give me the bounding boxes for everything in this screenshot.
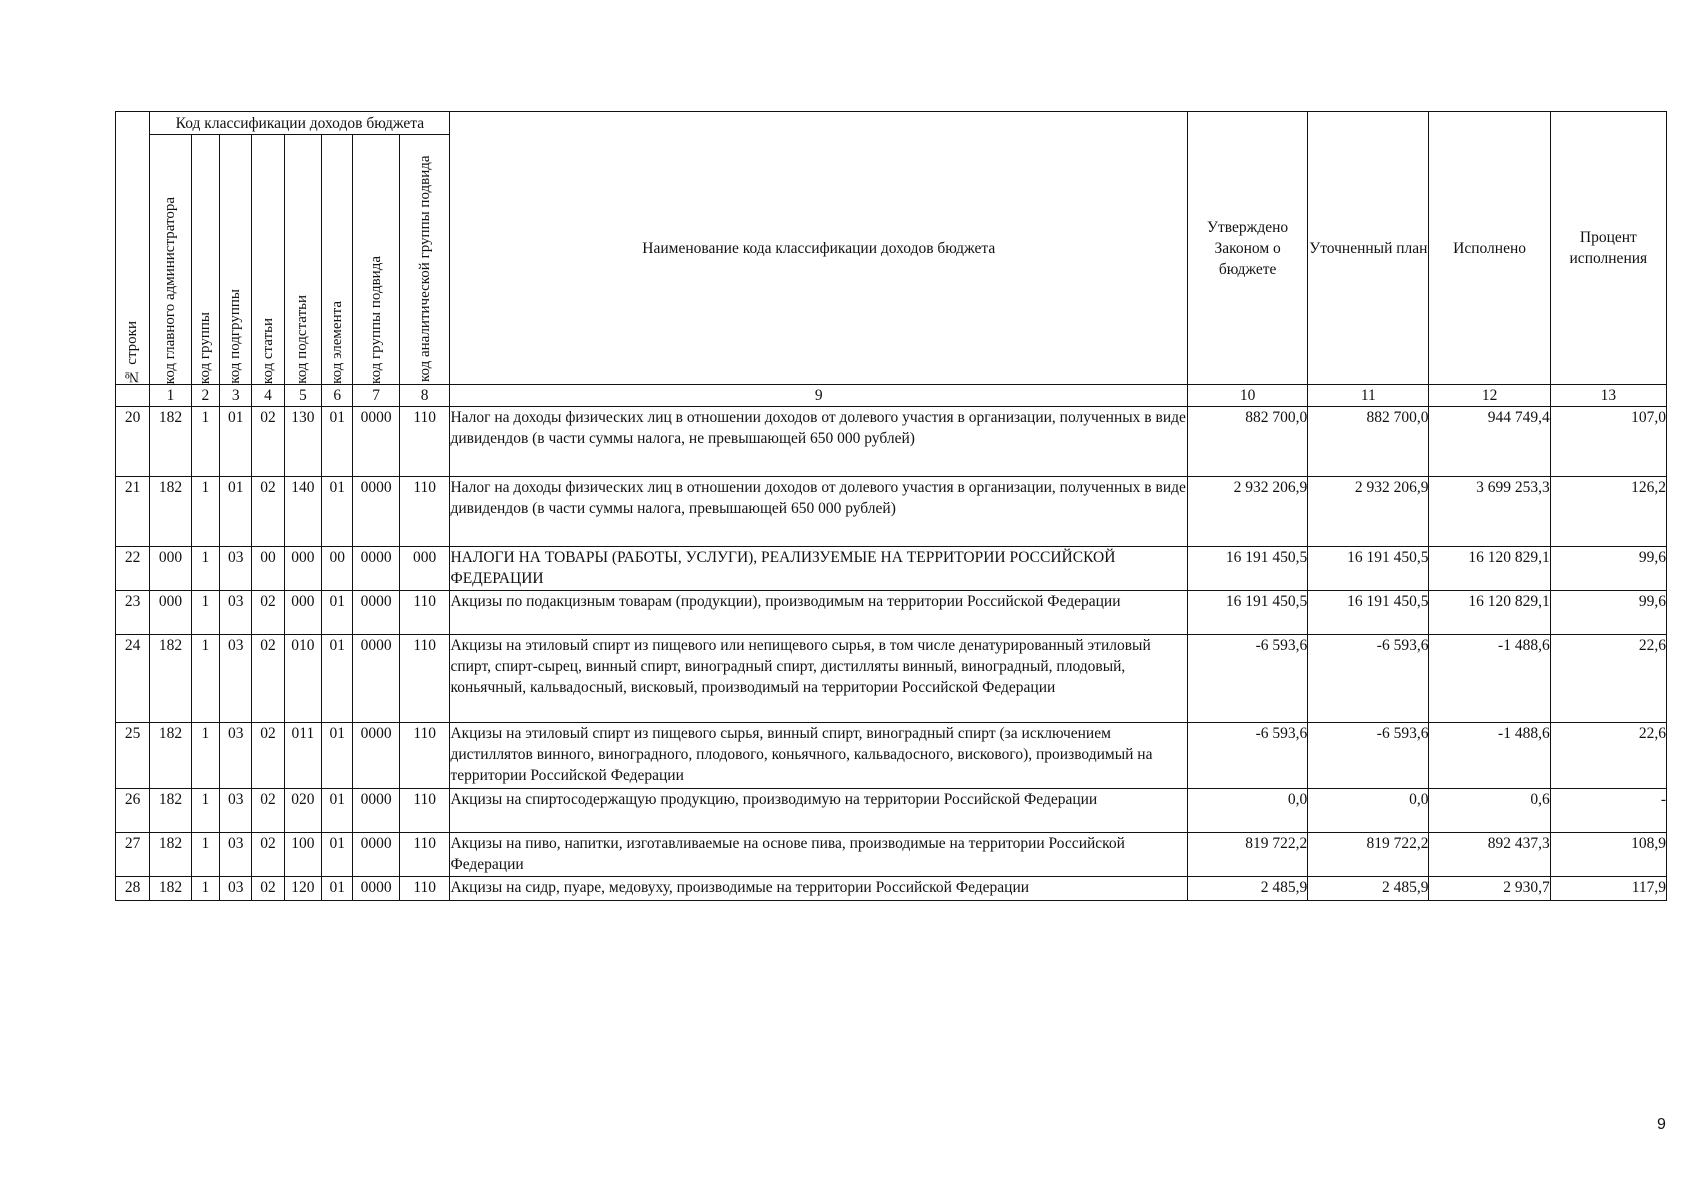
execution-percent: 107,0	[1550, 407, 1666, 477]
column-number: 10	[1188, 385, 1308, 407]
row-number: 28	[116, 877, 150, 901]
refined-plan-amount: 2 932 206,9	[1308, 477, 1429, 547]
column-number: 3	[220, 385, 252, 407]
subtype-group-code: 0000	[353, 723, 399, 789]
executed-amount: 2 930,7	[1429, 877, 1550, 901]
subgroup-code: 01	[220, 407, 252, 477]
approved-amount: 16 191 450,5	[1188, 547, 1308, 591]
execution-percent: 99,6	[1550, 591, 1666, 635]
executed-amount: 944 749,4	[1429, 407, 1550, 477]
row-number: 22	[116, 547, 150, 591]
group-code: 1	[191, 635, 219, 723]
executed-amount: 16 120 829,1	[1429, 591, 1550, 635]
execution-percent: 108,9	[1550, 833, 1666, 877]
article-code: 00	[252, 547, 284, 591]
table-row	[116, 723, 1667, 789]
executed-amount: -1 488,6	[1429, 635, 1550, 723]
execution-percent: -	[1550, 789, 1666, 833]
approved-amount: 2 932 206,9	[1188, 477, 1308, 547]
group-code: 1	[191, 789, 219, 833]
group-code: 1	[191, 877, 219, 901]
subarticle-code: 000	[284, 547, 321, 591]
table-row	[116, 833, 1667, 877]
refined-plan-amount: -6 593,6	[1308, 723, 1429, 789]
table-row	[116, 547, 1667, 591]
column-number-row	[116, 385, 1667, 407]
admin-code: 182	[150, 789, 191, 833]
admin-code: 182	[150, 833, 191, 877]
income-name: Акцизы на этиловый спирт из пищевого сырья, винный спирт, виноградный спирт (за исключением дистиллятов винного, виноградного, плодового, коньячного, кальвадосного, вискового), производимый на территории Российской Федерации	[450, 723, 1188, 789]
table-header	[116, 112, 1667, 385]
header-row-no: № строки	[116, 112, 150, 385]
subtype-group-code: 0000	[353, 833, 399, 877]
execution-percent: 117,9	[1550, 877, 1666, 901]
approved-amount: 16 191 450,5	[1188, 591, 1308, 635]
row-number: 25	[116, 723, 150, 789]
element-code: 01	[322, 789, 353, 833]
execution-percent: 126,2	[1550, 477, 1666, 547]
subgroup-code: 03	[220, 635, 252, 723]
approved-amount: -6 593,6	[1188, 723, 1308, 789]
analytic-group-code: 110	[399, 723, 450, 789]
element-code: 01	[322, 477, 353, 547]
subtype-group-code: 0000	[353, 635, 399, 723]
header-approved: Утверждено Законом о бюджете	[1188, 112, 1308, 385]
page-number: 9	[1657, 1116, 1666, 1133]
analytic-group-code: 110	[399, 591, 450, 635]
analytic-group-code: 110	[399, 877, 450, 901]
approved-amount: -6 593,6	[1188, 635, 1308, 723]
admin-code: 182	[150, 407, 191, 477]
group-code: 1	[191, 833, 219, 877]
subgroup-code: 03	[220, 591, 252, 635]
header-classification-group: Код классификации доходов бюджета	[150, 112, 450, 135]
row-number: 26	[116, 789, 150, 833]
analytic-group-code: 110	[399, 407, 450, 477]
header-executed: Исполнено	[1429, 112, 1550, 385]
header-admin-code: код главного администратора	[150, 135, 191, 385]
row-number: 23	[116, 591, 150, 635]
subarticle-code: 100	[284, 833, 321, 877]
element-code: 01	[322, 877, 353, 901]
approved-amount: 2 485,9	[1188, 877, 1308, 901]
header-article-code: код статьи	[252, 135, 284, 385]
subtype-group-code: 0000	[353, 789, 399, 833]
article-code: 02	[252, 407, 284, 477]
subgroup-code: 03	[220, 547, 252, 591]
column-number: 13	[1550, 385, 1666, 407]
subtype-group-code: 0000	[353, 591, 399, 635]
header-subtype-group-code: код группы подвида	[353, 135, 399, 385]
column-number: 9	[450, 385, 1188, 407]
subgroup-code: 03	[220, 877, 252, 901]
header-group-code: код группы	[191, 135, 219, 385]
article-code: 02	[252, 789, 284, 833]
element-code: 01	[322, 833, 353, 877]
subtype-group-code: 0000	[353, 407, 399, 477]
budget-table-container	[115, 111, 1667, 901]
group-code: 1	[191, 591, 219, 635]
executed-amount: 16 120 829,1	[1429, 547, 1550, 591]
header-element-code: код элемента	[322, 135, 353, 385]
subarticle-code: 010	[284, 635, 321, 723]
column-number: 2	[191, 385, 219, 407]
refined-plan-amount: 16 191 450,5	[1308, 547, 1429, 591]
execution-percent: 22,6	[1550, 635, 1666, 723]
header-subarticle-code: код подстатьи	[284, 135, 321, 385]
article-code: 02	[252, 877, 284, 901]
subarticle-code: 120	[284, 877, 321, 901]
subgroup-code: 03	[220, 833, 252, 877]
header-percent: Процент исполнения	[1550, 112, 1666, 385]
header-analytic-group-code: код аналитической группы подвида	[399, 135, 450, 385]
execution-percent: 22,6	[1550, 723, 1666, 789]
element-code: 00	[322, 547, 353, 591]
column-number: 1	[150, 385, 191, 407]
refined-plan-amount: -6 593,6	[1308, 635, 1429, 723]
element-code: 01	[322, 723, 353, 789]
admin-code: 000	[150, 591, 191, 635]
column-number-blank	[116, 385, 150, 407]
column-number: 8	[399, 385, 450, 407]
header-subgroup-code: код подгруппы	[220, 135, 252, 385]
income-name: Налог на доходы физических лиц в отношении доходов от долевого участия в организации, полученных в виде дивидендов (в части суммы налога, превышающей 650 000 рублей)	[450, 477, 1188, 547]
article-code: 02	[252, 833, 284, 877]
column-number: 6	[322, 385, 353, 407]
column-number: 12	[1429, 385, 1550, 407]
subtype-group-code: 0000	[353, 877, 399, 901]
table-row	[116, 477, 1667, 547]
subarticle-code: 000	[284, 591, 321, 635]
column-number: 7	[353, 385, 399, 407]
refined-plan-amount: 2 485,9	[1308, 877, 1429, 901]
budget-income-table	[115, 111, 1667, 901]
analytic-group-code: 000	[399, 547, 450, 591]
column-number: 4	[252, 385, 284, 407]
group-code: 1	[191, 407, 219, 477]
income-name: Налог на доходы физических лиц в отношении доходов от долевого участия в организации, полученных в виде дивидендов (в части суммы налога, не превышающей 650 000 рублей)	[450, 407, 1188, 477]
column-number: 11	[1308, 385, 1429, 407]
analytic-group-code: 110	[399, 477, 450, 547]
executed-amount: -1 488,6	[1429, 723, 1550, 789]
header-name: Наименование кода классификации доходов бюджета	[450, 112, 1188, 385]
admin-code: 182	[150, 877, 191, 901]
executed-amount: 892 437,3	[1429, 833, 1550, 877]
approved-amount: 0,0	[1188, 789, 1308, 833]
subarticle-code: 130	[284, 407, 321, 477]
admin-code: 182	[150, 477, 191, 547]
subgroup-code: 01	[220, 477, 252, 547]
element-code: 01	[322, 591, 353, 635]
group-code: 1	[191, 547, 219, 591]
article-code: 02	[252, 635, 284, 723]
income-name: Акцизы на спиртосодержащую продукцию, производимую на территории Российской Федерации	[450, 789, 1188, 833]
subtype-group-code: 0000	[353, 477, 399, 547]
row-number: 27	[116, 833, 150, 877]
income-name: Акцизы на пиво, напитки, изготавливаемые на основе пива, производимые на территории Российской Федерации	[450, 833, 1188, 877]
refined-plan-amount: 882 700,0	[1308, 407, 1429, 477]
subtype-group-code: 0000	[353, 547, 399, 591]
table-row	[116, 591, 1667, 635]
subgroup-code: 03	[220, 789, 252, 833]
approved-amount: 819 722,2	[1188, 833, 1308, 877]
executed-amount: 0,6	[1429, 789, 1550, 833]
header-refined-plan: Уточненный план	[1308, 112, 1429, 385]
table-body	[116, 385, 1667, 901]
refined-plan-amount: 0,0	[1308, 789, 1429, 833]
group-code: 1	[191, 477, 219, 547]
element-code: 01	[322, 635, 353, 723]
executed-amount: 3 699 253,3	[1429, 477, 1550, 547]
refined-plan-amount: 16 191 450,5	[1308, 591, 1429, 635]
analytic-group-code: 110	[399, 833, 450, 877]
income-name: Акцизы на этиловый спирт из пищевого или непищевого сырья, в том числе денатурированный этиловый спирт, спирт-сырец, винный спирт, виноградный спирт, дистилляты винный, виноградный, плодовый, коньячный, кальвадосный, висковый, производимый на территории Российской Федерации	[450, 635, 1188, 723]
subarticle-code: 140	[284, 477, 321, 547]
subgroup-code: 03	[220, 723, 252, 789]
table-row	[116, 877, 1667, 901]
income-name: НАЛОГИ НА ТОВАРЫ (РАБОТЫ, УСЛУГИ), РЕАЛИЗУЕМЫЕ НА ТЕРРИТОРИИ РОССИЙСКОЙ ФЕДЕРАЦИИ	[450, 547, 1188, 591]
admin-code: 182	[150, 635, 191, 723]
article-code: 02	[252, 591, 284, 635]
element-code: 01	[322, 407, 353, 477]
admin-code: 000	[150, 547, 191, 591]
group-code: 1	[191, 723, 219, 789]
income-name: Акцизы на сидр, пуаре, медовуху, производимые на территории Российской Федерации	[450, 877, 1188, 901]
subarticle-code: 020	[284, 789, 321, 833]
income-name: Акцизы по подакцизным товарам (продукции), производимым на территории Российской Федерации	[450, 591, 1188, 635]
table-row	[116, 789, 1667, 833]
table-row	[116, 635, 1667, 723]
table-row	[116, 407, 1667, 477]
row-number: 20	[116, 407, 150, 477]
article-code: 02	[252, 723, 284, 789]
article-code: 02	[252, 477, 284, 547]
row-number: 21	[116, 477, 150, 547]
admin-code: 182	[150, 723, 191, 789]
column-number: 5	[284, 385, 321, 407]
subarticle-code: 011	[284, 723, 321, 789]
row-number: 24	[116, 635, 150, 723]
analytic-group-code: 110	[399, 789, 450, 833]
execution-percent: 99,6	[1550, 547, 1666, 591]
refined-plan-amount: 819 722,2	[1308, 833, 1429, 877]
approved-amount: 882 700,0	[1188, 407, 1308, 477]
analytic-group-code: 110	[399, 635, 450, 723]
